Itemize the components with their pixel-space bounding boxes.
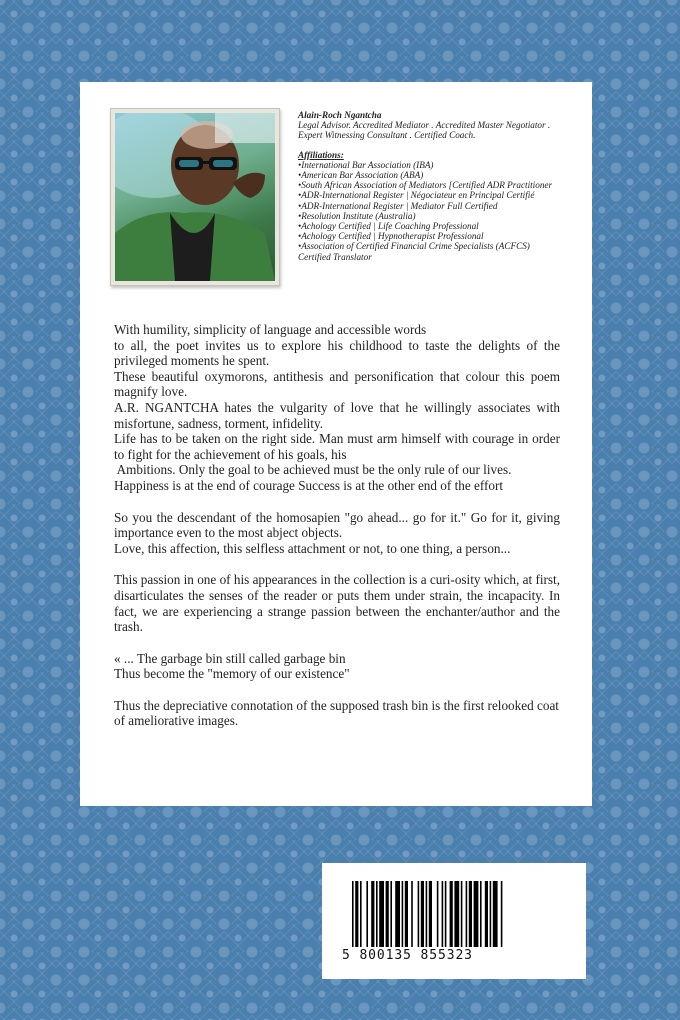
blurb-text <box>114 322 560 729</box>
affiliations-list <box>298 160 568 252</box>
author-portrait-illustration <box>115 113 275 281</box>
author-extra: Certified Translator <box>298 251 372 262</box>
affiliations-heading: Affiliations: <box>298 149 344 160</box>
blurb-quote-line: Thus become the "memory of our existence" <box>114 666 350 682</box>
author-titles: Legal Advisor. Accredited Mediator . Accredited Master Negotiator . Expert Witnessing Consultant . Certified Coach. <box>298 120 551 141</box>
author-name: Alain-Roch Ngantcha <box>298 110 382 120</box>
blurb-line: With humility, simplicity of language and accessible words <box>114 322 427 337</box>
blurb-paragraph: These beautiful oxymorons, antithesis and personification that colour this poem magnify love. <box>114 368 560 400</box>
blurb-paragraph: This passion in one of his appearances in the collection is a curi-osity which, at first, disarticulates the senses of the reader or puts them under strain, the incapacity. In fact, we are experiencing a strange passion between the enchanter/author and the trash. <box>114 572 560 635</box>
blurb-paragraph: Ambitions. Only the goal to be achieved must be the only rule of our lives. <box>114 462 512 478</box>
barcode-icon <box>352 881 556 953</box>
barcode-digits: 5 800135 855323 <box>342 948 473 963</box>
affiliation-item: • ADR-International Register | Mediator Full Certified <box>298 201 568 211</box>
affiliation-item: • American Bar Association (ABA) <box>298 170 568 180</box>
blurb-paragraph: A.R. NGANTCHA hates the vulgarity of love that he willingly associates with misfortune, sadness, torment, infidelity. <box>114 399 560 431</box>
affiliation-item: • Resolution Institute (Australia) <box>298 211 568 221</box>
white-content-panel <box>80 82 592 806</box>
blurb-paragraph: So you the descendant of the homosapien "go ahead... go for it." Go for it, giving importance even to the most abject objects. <box>114 509 560 541</box>
author-photo <box>115 113 275 281</box>
blurb-paragraph: Happiness is at the end of courage Success is at the other end of the effort <box>114 477 504 493</box>
blurb-paragraph: Thus the depreciative connotation of the supposed trash bin is the first relooked coat of ameliorative images. <box>114 697 559 729</box>
blurb-quote-line: « ... The garbage bin still called garbage bin <box>114 650 346 666</box>
affiliation-item: • International Bar Association (IBA) <box>298 160 568 170</box>
affiliation-item: • South African Association of Mediators [Certified ADR Practitioner <box>298 180 568 190</box>
affiliation-item: • ADR-International Register | Négociateur en Principal Certifié <box>298 190 568 200</box>
blurb-paragraph: Life has to be taken on the right side. Man must arm himself with courage in order to fight for the achievement of his goals, his <box>114 431 560 462</box>
affiliation-item: • Association of Certified Financial Crime Specialists (ACFCS) <box>298 241 568 251</box>
affiliation-item: • Achology Certified | Hypnotherapist Professional <box>298 231 568 241</box>
blurb-paragraph: to all, the poet invites us to explore his childhood to taste the delights of the privileged moments he spent. <box>114 337 560 369</box>
barcode-box <box>322 863 586 979</box>
affiliation-item: • Achology Certified | Life Coaching Professional <box>298 221 568 231</box>
author-info <box>298 110 568 262</box>
author-photo-frame <box>110 108 280 286</box>
blurb-paragraph: Love, this affection, this selfless attachment or not, to one thing, a person... <box>114 540 511 556</box>
